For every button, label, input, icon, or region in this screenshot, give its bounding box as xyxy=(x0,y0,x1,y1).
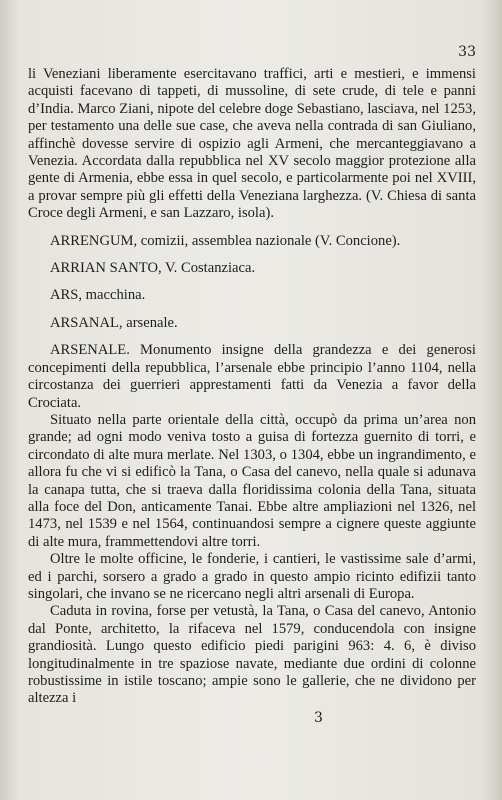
entry-arsenale: ARSENALE. Monumento insigne della grandezza e dei generosi concepimenti della repubblica, l’arsenale ebbe principio l’anno 1104, nella circostanza dei guerrieri apprestamenti fatti da Venezia a favor della Crociata. xyxy=(28,342,476,411)
entry-arrengum: ARRENGUM, comizii, assemblea nazionale (V. Concione). xyxy=(50,232,401,249)
paragraph-officine: Oltre le molte officine, le fonderie, i cantieri, le vastissime sale d’armi, ed i parchi, sorsero a grado a grado in questo ampio ricinto edifizii tanto singolari, che invano se ne ricercano negli altri arsenali di Europa. xyxy=(28,551,476,602)
entry-ars: ARS, macchina. xyxy=(50,287,146,304)
page-number: 33 xyxy=(458,44,476,60)
entry-arsanal: ARSANAL, arsenale. xyxy=(50,314,178,331)
signature-mark: 3 xyxy=(314,710,323,726)
paragraph-tana: Caduta in rovina, forse per vetustà, la Tana, o Casa del canevo, Antonio dal Ponte, architetto, la rifaceva nel 1579, conducendola con insigne grandiosità. Lungo questo edificio piedi parigini 963: 4. 6, è diviso longitudinalmente in tre spaziose navate, mediante due ordini di colonne robustissime in istile toscano; ampie sono le gallerie, che ne dividono per altezza i xyxy=(28,603,476,707)
paragraph-situato: Situato nella parte orientale della città, occupò da prima un’area non grande; ad ogni modo veniva tosto a guisa di fortezza guernito di torri, e circondato di alte mura merlate. Nel 1303, o 1304, ebbe un ingrandimento, e allora fu che vi si edificò la Tana, o Casa del canevo, nella quale si adunava la canapa tutta, che si traeva dalla floridissima colonia della Tana, situata alla foce del Don, anticamente Tanai. Ebbe altre ampliazioni nel 1326, nel 1473, nel 1539 e nel 1564, continuandosi sempre a cignere queste aggiunte di alte mura, frammettendovi altre torri. xyxy=(28,411,476,550)
entry-arrian-santo: ARRIAN SANTO, V. Costanziaca. xyxy=(50,260,256,277)
page-text xyxy=(28,66,476,708)
paragraph-armeni: li Veneziani liberamente esercitavano traffici, arti e mestieri, e immensi acquisti facevano di tappeti, di mussoline, di sete crude, di tele e panni d’India. Marco Ziani, nipote del celebre doge Sebastiano, lasciava, nel 1253, per testamento una delle sue case, che aveva nella contrada di san Giuliano, affinchè dovesse servire di ospizio agli Armeni, che mercanteggiavano a Venezia. Accordata dalla repubblica nel XV secolo maggior protezione alla gente di Armenia, ebbe essa in quel secolo, e particolarmente poi nel XVIII, a provar sempre più gli effetti della Veneziana larghezza. (V. Chiesa di santa Croce degli Armeni, e san Lazzaro, isola). xyxy=(28,66,476,222)
